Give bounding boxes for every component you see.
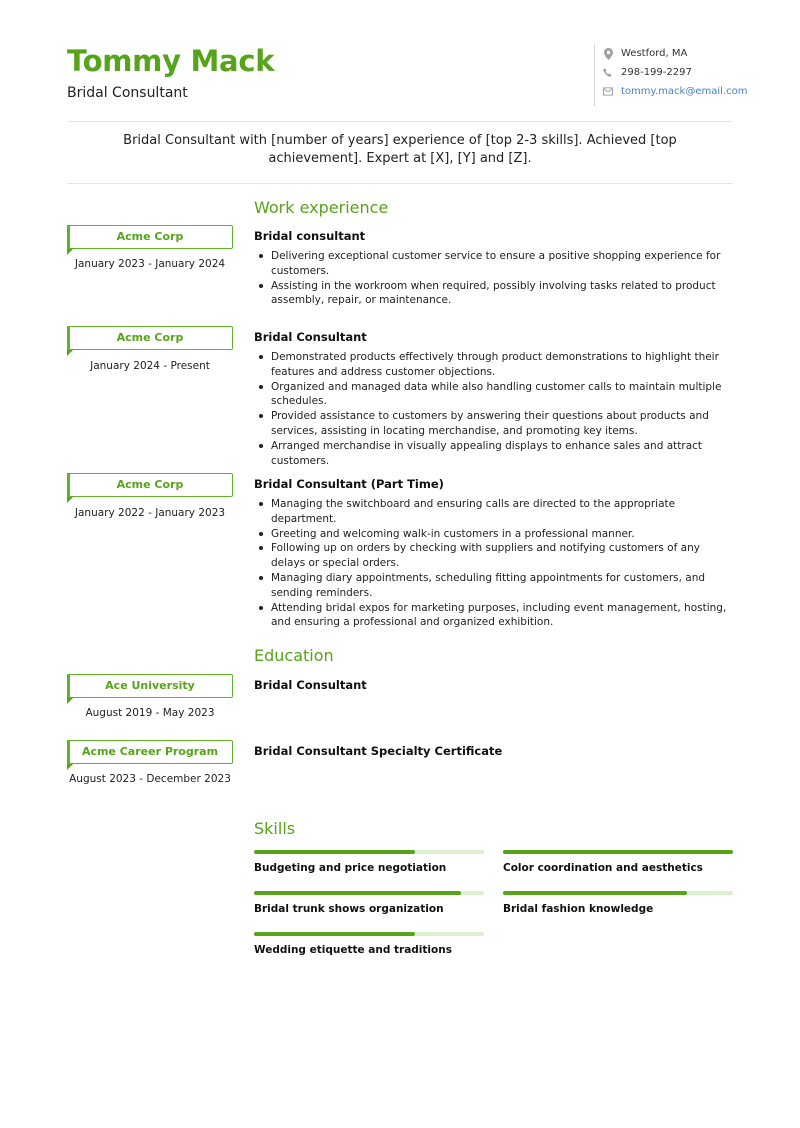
skill-item xyxy=(254,850,484,874)
skill-level-bar xyxy=(254,850,484,854)
resume-header xyxy=(67,44,748,114)
skill-level-fill xyxy=(503,850,733,854)
skill-level-bar xyxy=(254,891,484,895)
education-dates: August 2019 - May 2023 xyxy=(85,707,215,719)
skill-name: Bridal fashion knowledge xyxy=(503,903,654,915)
degree-title: Bridal Consultant xyxy=(254,678,367,692)
work-section-title: Work experience xyxy=(254,198,389,217)
skill-item xyxy=(503,891,733,915)
location-text: Westford, MA xyxy=(621,48,688,59)
skill-level-fill xyxy=(503,891,687,895)
skill-level-fill xyxy=(254,891,461,895)
skill-name: Bridal trunk shows organization xyxy=(254,903,444,915)
candidate-name: Tommy Mack xyxy=(67,44,275,78)
bullet-item: Managing diary appointments, scheduling fitting appointments for customers, and sending reminders. xyxy=(254,571,734,601)
work-dates: January 2024 - Present xyxy=(90,360,210,372)
envelope-icon xyxy=(603,86,613,98)
bullet-item: Organized and managed data while also handling customer calls to maintain multiple schedules. xyxy=(254,380,734,410)
job-title: Bridal Consultant (Part Time) xyxy=(254,477,444,491)
work-dates: January 2022 - January 2023 xyxy=(74,507,226,519)
skill-level-bar xyxy=(503,850,733,854)
bullet-item: Arranged merchandise in visually appealing displays to enhance sales and attract customers. xyxy=(254,439,734,469)
contact-location xyxy=(603,44,744,63)
degree-title: Bridal Consultant Specialty Certificate xyxy=(254,744,503,758)
email-link[interactable]: tommy.mack@email.com xyxy=(621,86,748,97)
bullet-item: Provided assistance to customers by answering their questions about products and services, assisting in locating merchandise, and promoting key items. xyxy=(254,409,734,439)
education-school-tag: Acme Career Program xyxy=(67,740,233,764)
skill-level-fill xyxy=(254,932,415,936)
bullet-item: Demonstrated products effectively through product demonstrations to highlight their features and address customer objections. xyxy=(254,350,734,380)
bullet-item: Delivering exceptional customer service to ensure a positive shopping experience for customers. xyxy=(254,249,734,279)
job-bullets xyxy=(254,249,734,308)
location-pin-icon xyxy=(603,48,613,60)
skill-level-fill xyxy=(254,850,415,854)
skill-item xyxy=(503,850,733,874)
skill-name: Wedding etiquette and traditions xyxy=(254,944,452,956)
education-school-tag: Ace University xyxy=(67,674,233,698)
contact-phone xyxy=(603,63,744,82)
skill-level-bar xyxy=(254,932,484,936)
job-title: Bridal Consultant xyxy=(254,330,367,344)
phone-text: 298-199-2297 xyxy=(621,67,692,78)
contact-block xyxy=(594,44,748,106)
bullet-item: Assisting in the workroom when required, possibly involving tasks related to product assembly, repair, or maintenance. xyxy=(254,279,734,309)
phone-icon xyxy=(603,67,613,79)
bullet-item: Greeting and welcoming walk-in customers in a professional manner. xyxy=(254,527,734,542)
skill-level-bar xyxy=(503,891,733,895)
header-divider xyxy=(67,121,733,122)
job-bullets xyxy=(254,497,734,630)
bullet-item: Following up on orders by checking with suppliers and notifying customers of any delays or special orders. xyxy=(254,541,734,571)
skill-item xyxy=(254,932,484,956)
bullet-item: Managing the switchboard and ensuring calls are directed to the appropriate department. xyxy=(254,497,734,527)
job-bullets xyxy=(254,350,734,468)
candidate-role: Bridal Consultant xyxy=(67,85,188,101)
skill-item xyxy=(254,891,484,915)
work-company-tag: Acme Corp xyxy=(67,326,233,350)
work-company-tag: Acme Corp xyxy=(67,225,233,249)
skill-name: Budgeting and price negotiation xyxy=(254,862,447,874)
work-company-tag: Acme Corp xyxy=(67,473,233,497)
education-dates: August 2023 - December 2023 xyxy=(69,773,231,785)
skill-name: Color coordination and aesthetics xyxy=(503,862,703,874)
skills-section-title: Skills xyxy=(254,819,296,838)
education-section-title: Education xyxy=(254,646,334,665)
bullet-item: Attending bridal expos for marketing purposes, including event management, hosting, and ensuring a professional and organized exhibition. xyxy=(254,601,734,631)
job-title: Bridal consultant xyxy=(254,229,366,243)
contact-email[interactable] xyxy=(603,82,748,101)
summary-text: Bridal Consultant with [number of years] experience of [top 2-3 skills]. Achieved [top achievement]. Expert at [X], [Y] and [Z]. xyxy=(123,133,677,166)
work-dates: January 2023 - January 2024 xyxy=(74,258,226,270)
summary-divider xyxy=(67,183,733,184)
